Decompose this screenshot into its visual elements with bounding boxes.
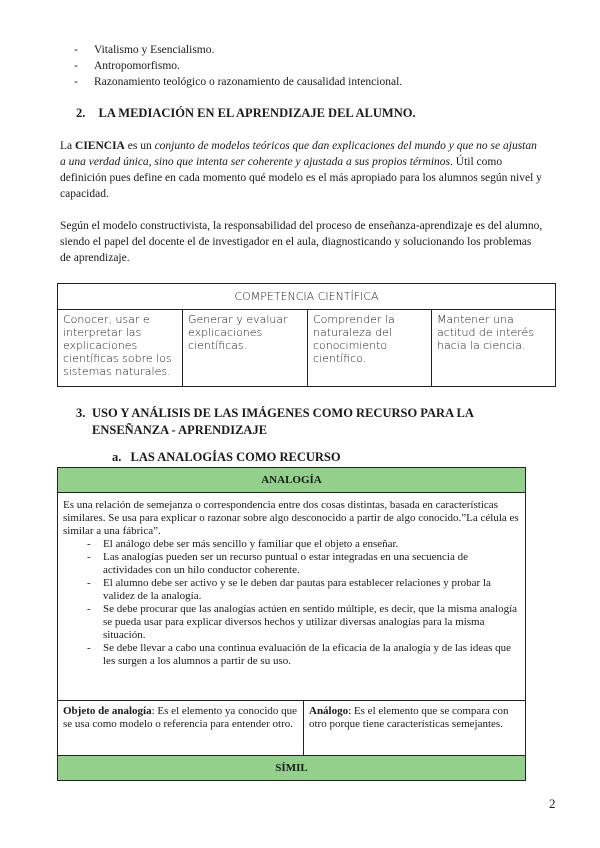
objeto-analogia-cell (58, 701, 304, 756)
section-number: 2. (76, 106, 86, 120)
analogia-list-item: - El alumno debe ser activo y se le deben dar pautas para establecer relaciones y probar la validez de la analogía. (63, 577, 520, 603)
para-italic: conjunto de modelos teóricos que dan explicaciones del mundo y que no se ajustan a una verdad única, sino que intenta ser coherente y ajustada a sus propios términos (60, 140, 537, 168)
para-bold: CIENCIA (75, 140, 125, 152)
analogia-list-item: - Las analogías pueden ser un recurso puntual o estar integradas en una secuencia de actividades con un hilo conductor coherente. (63, 551, 520, 577)
analogo-def: : Es el elemento que se compara con otro porque tiene características semejantes. (309, 705, 509, 730)
analogo-cell (304, 701, 526, 756)
section-heading-2 (76, 106, 416, 121)
para-text: es un (124, 140, 155, 152)
analogia-list-item: - Se debe llevar a cabo una continua evaluación de la eficacia de la analogía y de las ideas que les surgen a los alumnos a partir de su uso. (63, 642, 520, 668)
page-number: 2 (549, 796, 556, 811)
subsection-letter: a. (112, 450, 122, 464)
analogia-table (57, 467, 526, 781)
para-text: . Útil como definición pues define en cada momento qué modelo es el más apropiado para los alumnos según nivel y capacidad. (60, 156, 542, 200)
para-text: La (60, 140, 76, 152)
paragraph-ciencia (60, 138, 545, 202)
subsection-title: LAS ANALOGÍAS COMO RECURSO (130, 450, 341, 464)
paragraph-constructivista: Según el modelo constructivista, la responsabilidad del proceso de enseñanza-aprendizaje es del alumno, siendo el papel del docente el de investigador en el aula, diagnosticando y solucionando los problemas de aprendizaje. (60, 220, 543, 264)
competencia-cell: Generar y evaluar explicaciones científicas. (183, 310, 308, 387)
competencia-table (57, 283, 556, 387)
section-title: USO Y ANÁLISIS DE LAS IMÁGENES COMO RECURSO PARA LA ENSEÑANZA - APRENDIZAJE (92, 406, 474, 437)
analogia-list (63, 538, 520, 668)
analogia-intro: Es una relación de semejanza o correspondencia entre dos cosas distintas, basada en características similares. Se usa para explicar o razonar sobre algo desconocido a partir de algo conocido.”La célula es similar a una fábrica”. (63, 499, 519, 537)
analogia-body (58, 493, 526, 701)
analogo-term: Análogo (309, 705, 349, 717)
bullet-item: - Antropomorfismo. (72, 58, 532, 74)
objeto-term: Objeto de analogía (63, 705, 152, 717)
bullet-item: - Vitalismo y Esencialismo. (72, 42, 532, 58)
competencia-cell: Conocer, usar e interpretar las explicaciones científicas sobre los sistemas naturales. (58, 310, 183, 387)
subsection-heading (112, 450, 341, 465)
competencia-header: COMPETENCIA CIENTÍFICA (58, 284, 556, 310)
section-number: 3. (76, 406, 86, 420)
competencia-cell: Mantener una actitud de interés hacia la ciencia. (432, 310, 556, 387)
bullet-list (72, 42, 532, 90)
analogia-list-item: - Se debe procurar que las analogías actúen en sentido múltiple, es decir, que la misma analogía se pueda usar para explicar diversos hechos y utilizar diversas analogías para la misma situación. (63, 603, 520, 642)
section-title: LA MEDIACIÓN EN EL APRENDIZAJE DEL ALUMNO. (98, 106, 416, 120)
competencia-cell: Comprender la naturaleza del conocimiento científico. (308, 310, 432, 387)
objeto-def: : Es el elemento ya conocido que se usa como modelo o referencia para entender otro. (63, 705, 298, 730)
analogia-list-item: - El análogo debe ser más sencillo y familiar que el objeto a enseñar. (63, 538, 520, 551)
bullet-item: - Razonamiento teológico o razonamiento de causalidad intencional. (72, 74, 532, 90)
analogia-header: ANALOGÍA (58, 468, 526, 493)
simil-header: SÍMIL (58, 756, 526, 781)
section-heading-3 (76, 405, 546, 439)
